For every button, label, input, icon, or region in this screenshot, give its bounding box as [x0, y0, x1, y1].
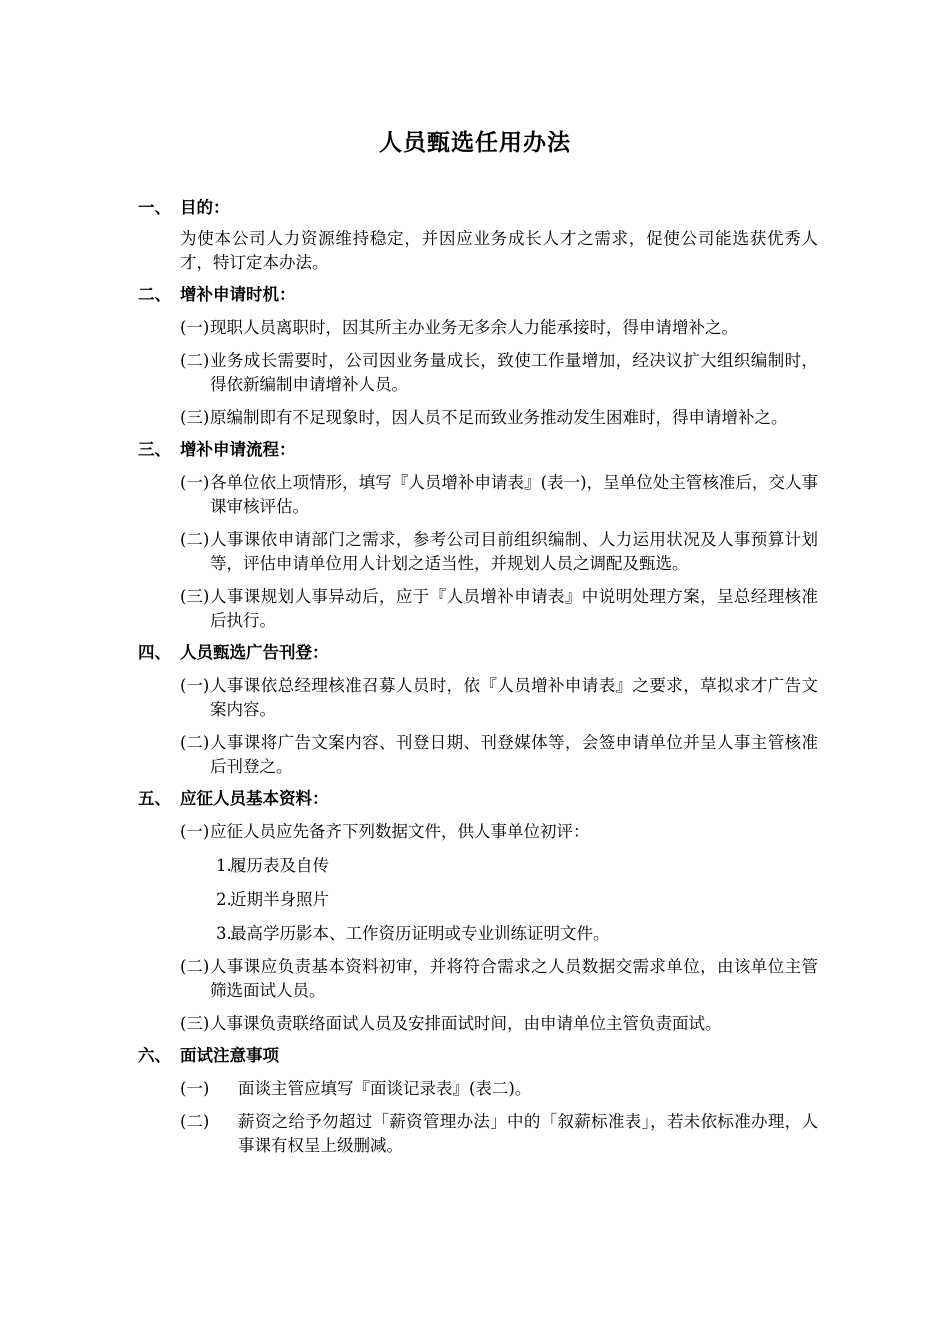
sub-item — [216, 922, 818, 946]
list-item — [180, 955, 818, 1003]
item-text: 薪资之给予勿超过「薪资管理办法」中的「叙薪标准表」，若未依标准办理，人事课有权呈上级删减。 — [238, 1112, 818, 1155]
sub-item-marker: 3. — [216, 924, 232, 943]
sub-item — [216, 888, 818, 912]
sub-item-text: 近期半身照片 — [230, 890, 329, 909]
section-title: 增补申请时机： — [180, 285, 296, 304]
item-marker: (二) — [180, 1112, 210, 1131]
section-heading — [138, 438, 818, 462]
item-text: 现职人员离职时，因其所主办业务无多余人力能承接时，得申请增补之。 — [210, 318, 738, 337]
list-item — [180, 1012, 818, 1036]
list-item — [180, 406, 818, 430]
section-number: 五、 — [138, 789, 171, 808]
item-marker: (三) — [180, 408, 210, 427]
item-text: 人事课规划人事异动后，应于『人员增补申请表』中说明处理方案，呈总经理核准后执行。 — [210, 587, 818, 630]
item-marker: (二) — [180, 957, 210, 976]
item-marker: (三) — [180, 587, 210, 606]
item-marker: (二) — [180, 351, 210, 370]
list-item — [180, 349, 818, 397]
item-text: 人事课应负责基本资料初审，并将符合需求之人员数据交需求单位，由该单位主管筛选面试人员。 — [210, 957, 818, 1000]
item-marker: (一) — [180, 676, 210, 695]
section-title: 应征人员基本资料： — [180, 789, 329, 808]
sub-item-text: 最高学历影本、工作资历证明或专业训练证明文件。 — [230, 924, 610, 943]
list-item — [180, 674, 818, 722]
section-title: 人员甄选广告刊登： — [180, 643, 329, 662]
list-item — [180, 1110, 818, 1158]
item-marker: (一) — [180, 473, 210, 492]
list-item — [180, 316, 818, 340]
item-text: 各单位依上项情形，填写『人员增补申请表』(表一)，呈单位处主管核准后，交人事课审核评估。 — [210, 473, 818, 516]
section-heading — [138, 196, 818, 220]
section-heading — [138, 1044, 818, 1068]
section-title: 目的： — [180, 198, 230, 217]
item-text: 业务成长需要时，公司因业务量成长，致使工作量增加，经决议扩大组织编制时，得依新编制申请增补人员。 — [210, 351, 818, 394]
item-text: 原编制即有不足现象时，因人员不足而致业务推动发生困难时，得申请增补之。 — [210, 408, 788, 427]
item-text: 人事课将广告文案内容、刊登日期、刊登媒体等，会签申请单位并呈人事主管核准后刊登之。 — [210, 733, 818, 776]
section-number: 三、 — [138, 440, 171, 459]
sub-item-marker: 1. — [216, 856, 232, 875]
section-number: 四、 — [138, 643, 171, 662]
sub-item-text: 履历表及自传 — [230, 856, 329, 875]
item-marker: (一) — [180, 1079, 210, 1098]
item-text: 应征人员应先备齐下列数据文件，供人事单位初评： — [210, 822, 590, 841]
item-text: 人事课负责联络面试人员及安排面试时间，由申请单位主管负责面试。 — [210, 1014, 722, 1033]
section-number: 六、 — [138, 1046, 171, 1065]
list-item — [180, 820, 818, 844]
section-title: 面试注意事项 — [180, 1046, 279, 1065]
list-item — [180, 528, 818, 576]
list-item — [180, 1077, 818, 1101]
section-heading — [138, 641, 818, 665]
list-item — [180, 471, 818, 519]
item-text: 人事课依总经理核准召募人员时，依『人员增补申请表』之要求，草拟求才广告文案内容。 — [210, 676, 818, 719]
item-text: 人事课依申请部门之需求，参考公司目前组织编制、人力运用状况及人事预算计划等，评估申请单位用人计划之适当性，并规划人员之调配及甄选。 — [210, 530, 818, 573]
document-title: 人员甄选任用办法 — [379, 129, 571, 156]
document-body — [138, 196, 818, 1158]
item-marker: (二) — [180, 530, 210, 549]
item-text: 面谈主管应填写『面谈记录表』(表二)。 — [238, 1079, 532, 1098]
list-item — [180, 585, 818, 633]
sub-item-marker: 2. — [216, 890, 232, 909]
sub-item — [216, 854, 818, 878]
section-number: 二、 — [138, 285, 171, 304]
section-paragraph: 为使本公司人力资源维持稳定，并因应业务成长人才之需求，促使公司能选获优秀人才，特订定本办法。 — [180, 229, 818, 272]
list-item — [180, 731, 818, 779]
section-number: 一、 — [138, 198, 171, 217]
item-marker: (三) — [180, 1014, 210, 1033]
section-title: 增补申请流程： — [180, 440, 296, 459]
section-heading — [138, 787, 818, 811]
item-marker: (一) — [180, 318, 210, 337]
item-marker: (一) — [180, 822, 210, 841]
section-heading — [138, 283, 818, 307]
item-marker: (二) — [180, 733, 210, 752]
